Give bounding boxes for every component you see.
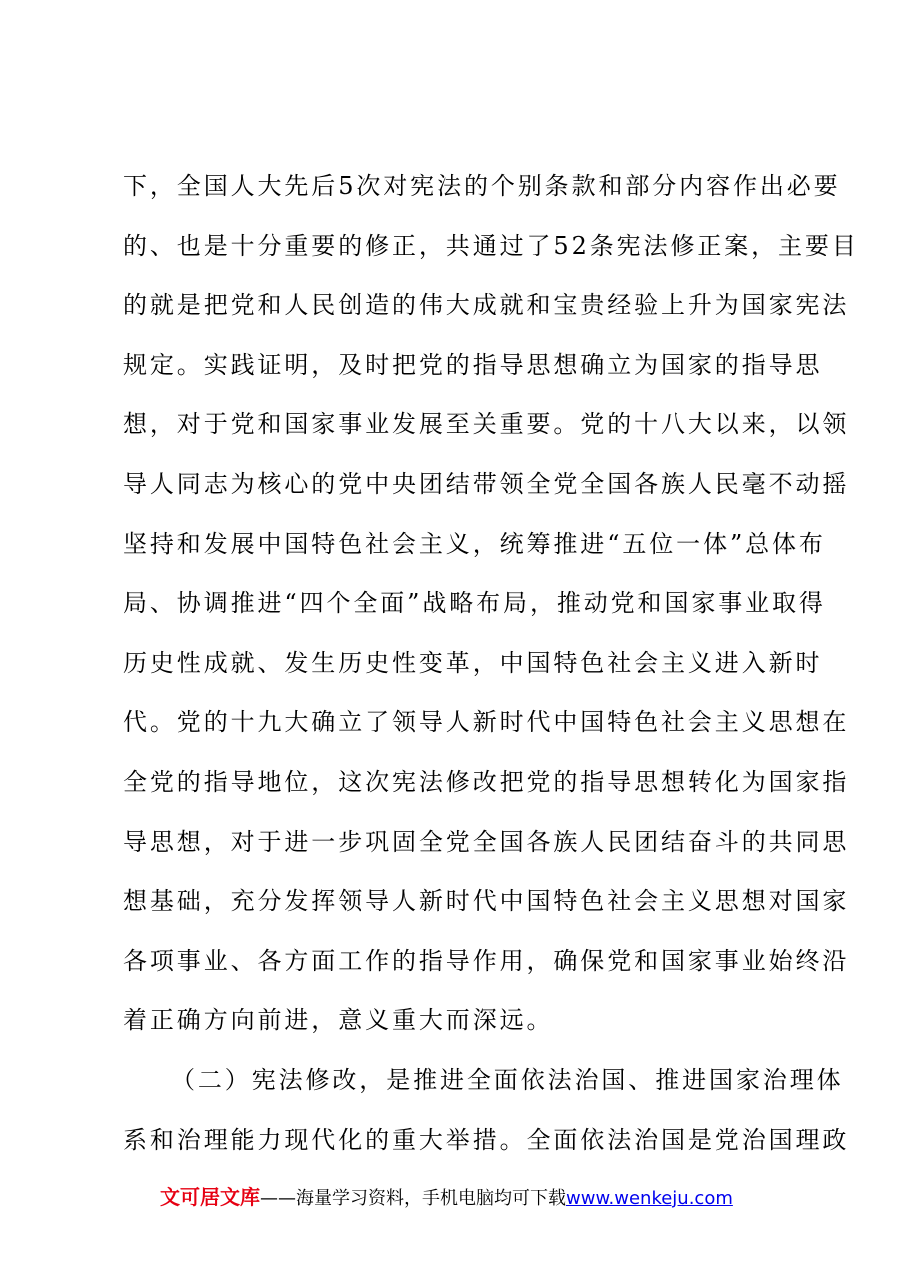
text-line: 的、也是十分重要的修正，共通过了52条宪法修正案，主要目 — [123, 231, 859, 260]
paragraph-end-line: 着正确方向前进，意义重大而深远。 — [123, 1006, 554, 1035]
section-heading-line: （二）宪法修改，是推进全面依法治国、推进国家治理体 — [171, 1065, 844, 1094]
text-line: 局、协调推进“四个全面”战略布局，推动党和国家事业取得 — [123, 589, 826, 618]
text-line: 的就是把党和人民创造的伟大成就和宝贵经验上升为国家宪法 — [123, 291, 850, 320]
text-line: 全党的指导地位，这次宪法修改把党的指导思想转化为国家指 — [123, 767, 850, 796]
text-line: 下，全国人大先后5次对宪法的个别条款和部分内容作出必要 — [123, 172, 841, 200]
text-line: 想，对于党和国家事业发展至关重要。党的十八大以来，以领 — [123, 410, 850, 439]
brand-name: 文可居文库 — [160, 1185, 260, 1209]
page-footer — [160, 1180, 780, 1214]
text-line: 坚持和发展中国特色社会主义，统筹推进“五位一体”总体布 — [123, 529, 826, 558]
text-line: 想基础，充分发挥领导人新时代中国特色社会主义思想对国家 — [123, 887, 850, 916]
text-line: 规定。实践证明，及时把党的指导思想确立为国家的指导思 — [123, 350, 823, 379]
text-line: 代。党的十九大确立了领导人新时代中国特色社会主义思想在 — [123, 708, 850, 737]
text-line: 导思想，对于进一步巩固全党全国各族人民团结奋斗的共同思 — [123, 827, 850, 856]
text-line: 系和治理能力现代化的重大举措。全面依法治国是党治国理政 — [123, 1125, 850, 1154]
text-line: 各项事业、各方面工作的指导作用，确保党和国家事业始终沿 — [123, 946, 850, 975]
text-line: 导人同志为核心的党中央团结带领全党全国各族人民毫不动摇 — [123, 469, 850, 498]
website-link[interactable]: www.wenkeju.com — [566, 1188, 733, 1209]
text-line: 历史性成就、发生历史性变革，中国特色社会主义进入新时 — [123, 648, 823, 677]
footer-slogan: ——海量学习资料，手机电脑均可下载 — [260, 1188, 566, 1209]
document-body — [123, 161, 859, 1174]
